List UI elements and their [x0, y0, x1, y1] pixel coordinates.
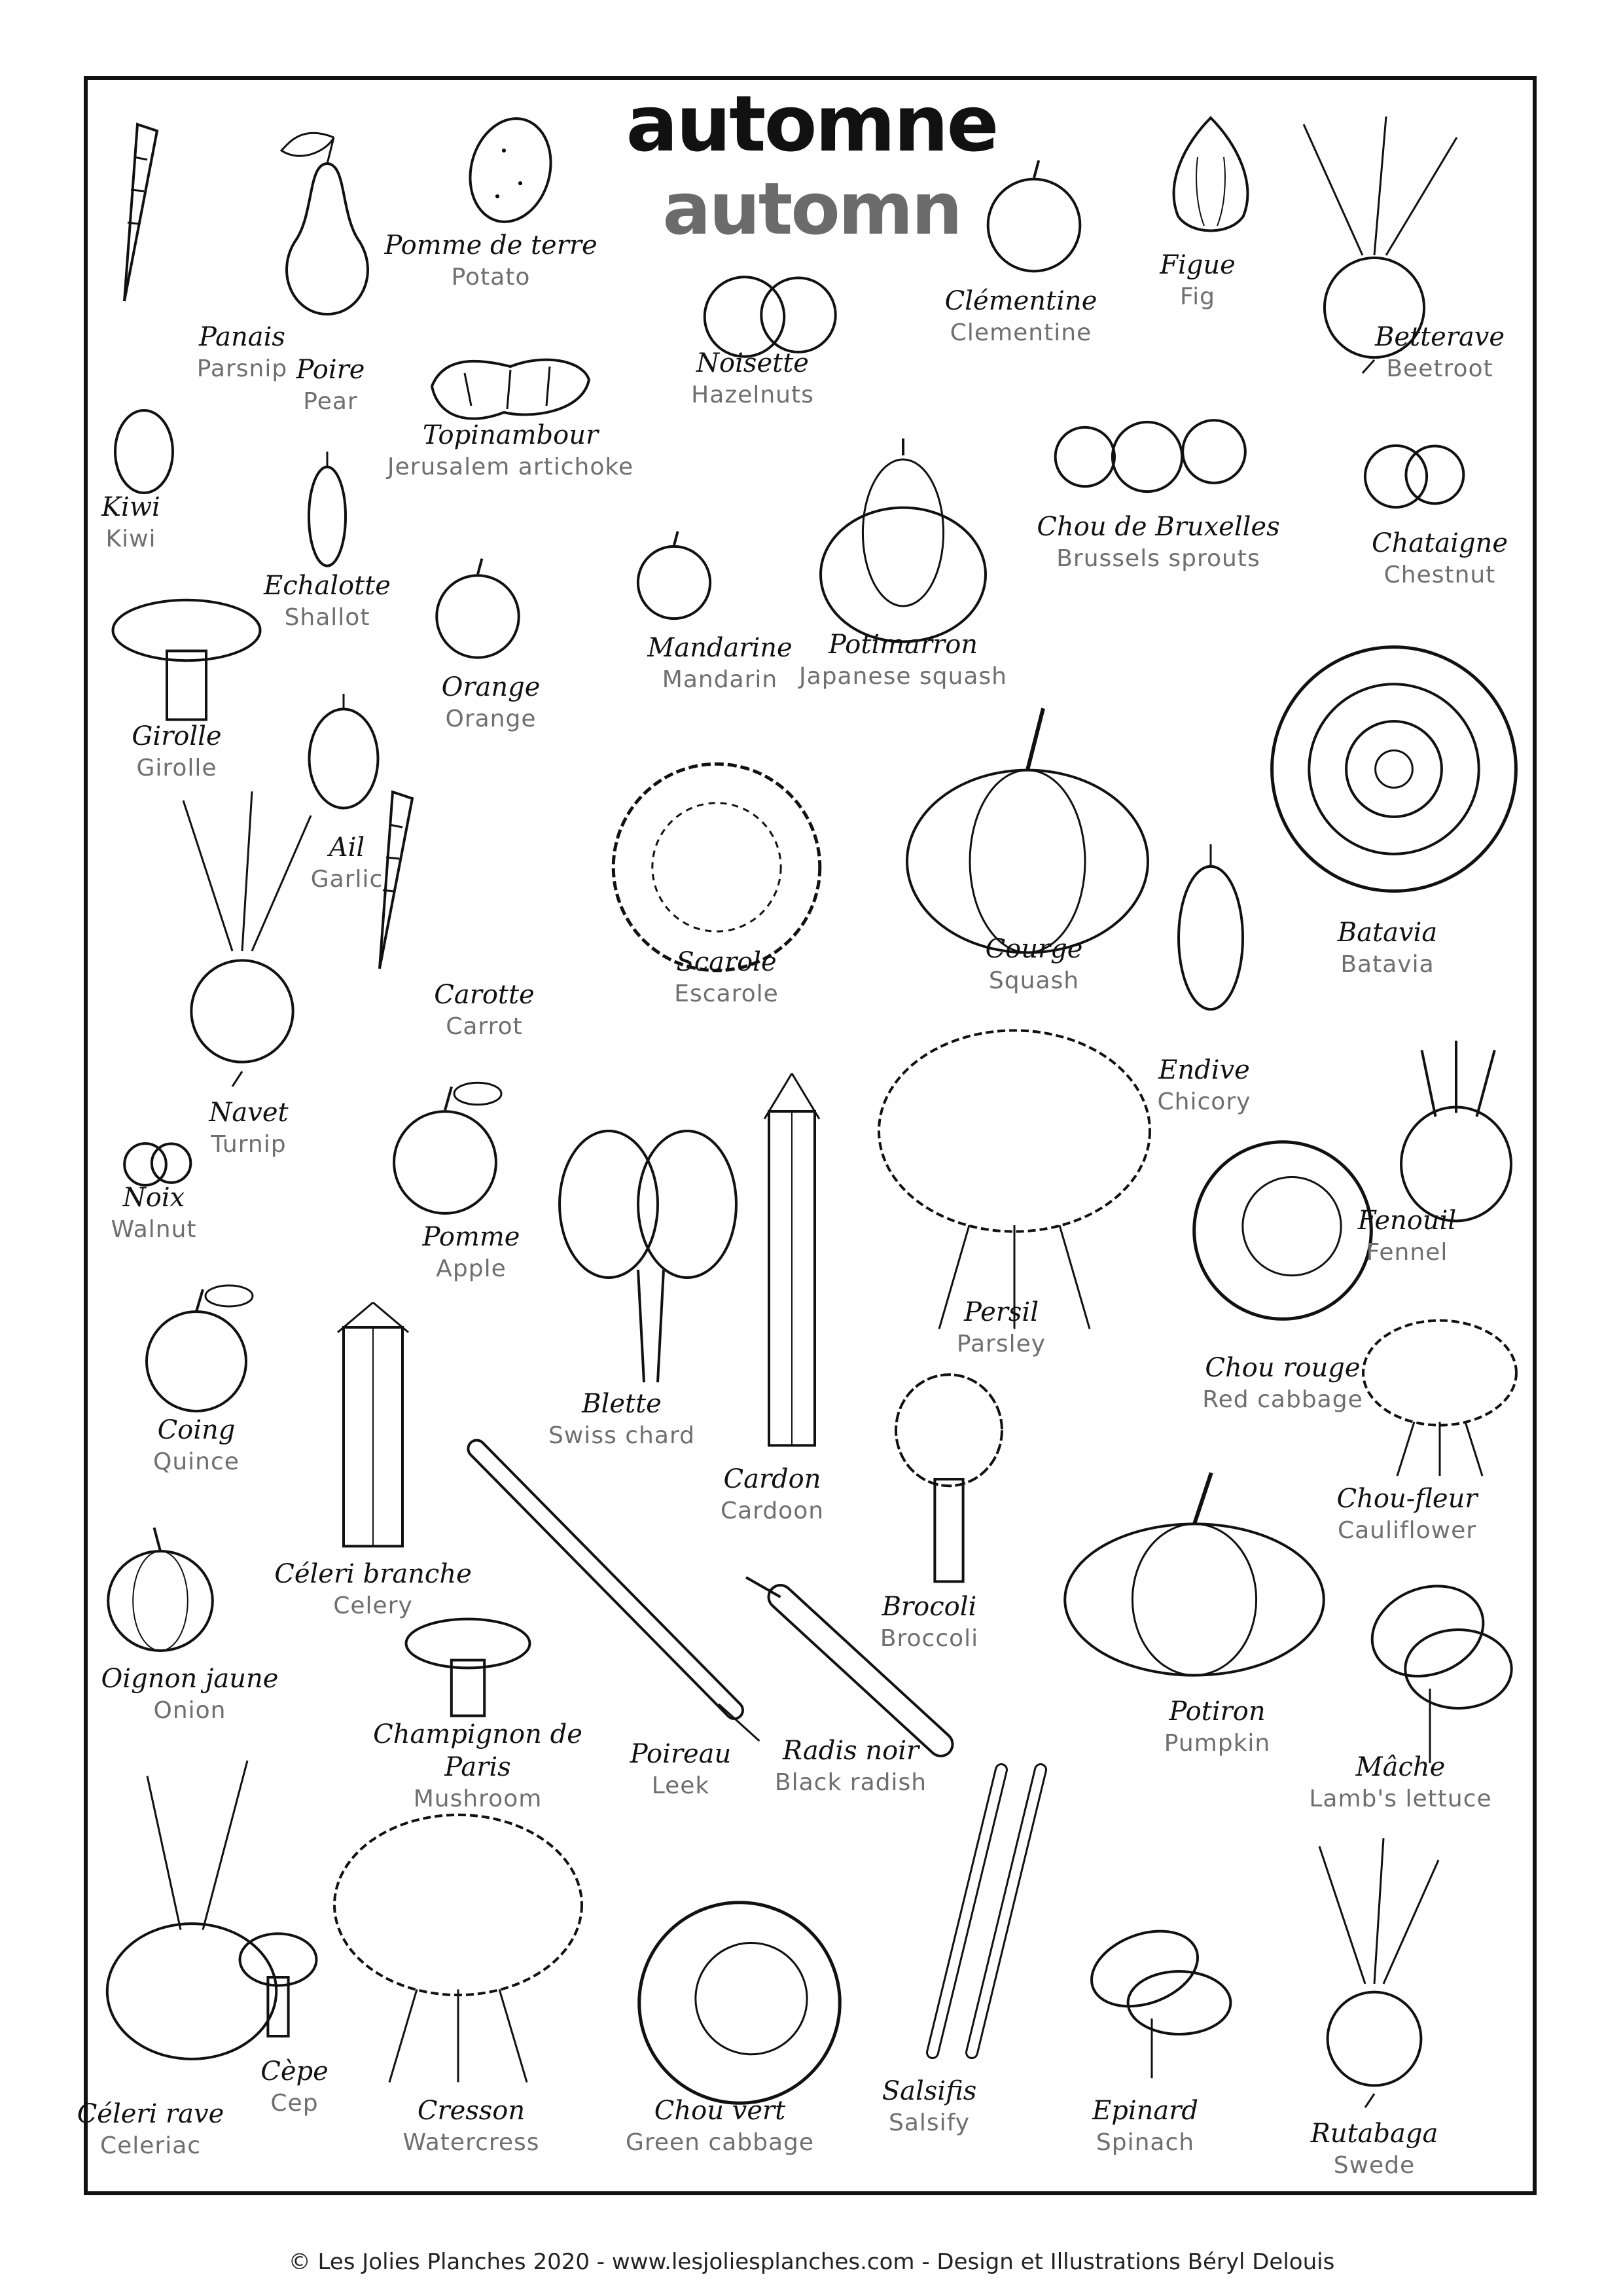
label-ail — [209, 831, 484, 895]
french-name: Brocoli — [882, 1592, 977, 1622]
swede-icon — [1283, 1833, 1466, 2108]
label-blette — [484, 1388, 759, 1452]
french-name: Cèpe — [260, 2056, 329, 2087]
fig-icon — [1158, 105, 1263, 236]
hazelnut-icon — [687, 262, 851, 353]
french-name: Carotte — [434, 980, 535, 1010]
french-name: Topinambour — [422, 420, 599, 450]
french-name: Potimarron — [828, 630, 978, 660]
english-name: Cauliflower — [1337, 1517, 1477, 1544]
squash-icon — [897, 700, 1158, 969]
onion-icon — [98, 1525, 223, 1656]
english-name: Squash — [988, 967, 1080, 994]
label-fenouil — [1270, 1204, 1544, 1268]
title-french: automne — [626, 79, 997, 169]
label-noix — [16, 1181, 291, 1246]
english-name: Turnip — [211, 1131, 287, 1158]
shallot-icon — [301, 452, 353, 569]
french-name: Rutabaga — [1310, 2119, 1438, 2149]
english-name: Leek — [651, 1772, 710, 1799]
label-scarole — [589, 946, 864, 1010]
french-name: Noix — [122, 1183, 185, 1213]
label-brocoli — [792, 1590, 1067, 1655]
french-name: Epinard — [1092, 2096, 1198, 2126]
quince-icon — [131, 1283, 262, 1414]
english-name: Mushroom — [413, 1785, 543, 1812]
label-topinambour — [373, 419, 648, 483]
english-name: Celeriac — [99, 2132, 202, 2159]
french-name: Clémentine — [944, 286, 1097, 316]
french-name: Batavia — [1337, 918, 1438, 948]
french-name: Oignon jaune — [101, 1664, 279, 1694]
french-name: Poire — [296, 355, 365, 385]
spinach-icon — [1060, 1924, 1243, 2081]
french-name: Courge — [985, 934, 1083, 964]
label-carotte — [347, 978, 622, 1043]
english-name: Clementine — [950, 319, 1092, 346]
escarole-icon — [596, 759, 838, 975]
french-name: Coing — [157, 1415, 236, 1445]
english-name: Spinach — [1096, 2129, 1195, 2156]
english-name: Brussels sprouts — [1056, 545, 1260, 572]
french-name: Persil — [963, 1297, 1039, 1327]
english-name: Apple — [436, 1255, 507, 1282]
english-name: Hazelnuts — [691, 382, 814, 408]
english-name: Orange — [445, 706, 537, 732]
turnip-icon — [144, 785, 340, 1086]
chestnut-icon — [1355, 425, 1472, 511]
japanese-squash-icon — [812, 439, 995, 648]
label-kiwi — [0, 491, 268, 555]
french-name: Navet — [209, 1098, 289, 1128]
mandarin-icon — [628, 524, 720, 622]
english-name: Black radish — [774, 1769, 927, 1796]
french-name: Figue — [1160, 250, 1236, 280]
english-name: Cep — [270, 2090, 319, 2117]
french-name: Noisette — [696, 348, 809, 378]
french-name: Chou de Bruxelles — [1037, 512, 1280, 542]
french-name: Potiron — [1169, 1696, 1266, 1727]
english-name: Shallot — [284, 604, 370, 631]
english-name: Jerusalem artichoke — [387, 454, 634, 480]
french-name: Betterave — [1374, 322, 1505, 352]
french-name: Endive — [1158, 1055, 1250, 1085]
english-name: Swede — [1333, 2152, 1416, 2179]
batavia-icon — [1257, 641, 1531, 897]
english-name: Parsley — [956, 1331, 1046, 1357]
french-name: Chou rouge — [1205, 1353, 1361, 1383]
french-name: Fenouil — [1357, 1206, 1457, 1236]
french-name: Scarole — [676, 947, 777, 977]
label-noisette — [615, 347, 890, 411]
french-name: Kiwi — [101, 492, 160, 522]
french-name: Céleri branche — [274, 1559, 472, 1589]
english-name: Salsify — [888, 2109, 971, 2136]
french-name: Chou vert — [654, 2096, 786, 2126]
chicory-icon — [1165, 844, 1257, 1014]
french-name: Radis noir — [782, 1736, 919, 1766]
french-name: Girolle — [132, 721, 222, 751]
apple-icon — [380, 1080, 510, 1217]
english-name: Quince — [153, 1448, 240, 1475]
brussels-sprouts-icon — [1047, 399, 1270, 504]
english-name: Broccoli — [880, 1625, 979, 1652]
english-name: Garlic — [310, 866, 383, 893]
label-celeri-branche — [236, 1558, 510, 1622]
label-mache — [1263, 1751, 1538, 1815]
label-oignon — [52, 1662, 327, 1727]
french-name: Champignon de Paris — [373, 1719, 582, 1782]
cep-icon — [236, 1924, 321, 2042]
english-name: Green cabbage — [625, 2129, 815, 2156]
label-cresson — [334, 2094, 609, 2159]
label-pomme — [334, 1221, 609, 1285]
english-name: Celery — [333, 1592, 413, 1619]
english-name: Fennel — [1366, 1239, 1448, 1266]
french-name: Salsifis — [882, 2076, 977, 2106]
label-navet — [111, 1096, 386, 1160]
french-name: Pomme — [422, 1222, 520, 1252]
footer-credit: © Les Jolies Planches 2020 - www.lesjoliesplanches.com - Design et Illustrations Béryl Delouis — [288, 2249, 1335, 2275]
kiwi-icon — [108, 406, 180, 497]
fennel-icon — [1387, 1041, 1525, 1230]
label-poire — [193, 353, 468, 418]
label-echalotte — [190, 569, 465, 634]
english-name: Escarole — [674, 980, 779, 1007]
english-name: Fig — [1180, 283, 1215, 310]
english-name: Onion — [153, 1697, 226, 1724]
french-name: Céleri rave — [77, 2099, 224, 2129]
french-name: Blette — [582, 1389, 662, 1419]
french-name: Chataigne — [1372, 528, 1508, 558]
french-name: Panais — [199, 322, 285, 352]
french-name: Cardon — [723, 1464, 821, 1494]
salsify-icon — [883, 1754, 1080, 2068]
english-name: Mandarin — [662, 666, 778, 693]
label-courge — [897, 933, 1171, 997]
potato-icon — [458, 111, 563, 229]
english-name: Chestnut — [1383, 562, 1496, 588]
label-endive — [1067, 1054, 1342, 1118]
french-name: Mandarine — [647, 633, 793, 663]
label-batavia — [1250, 916, 1525, 980]
label-rutabaga — [1237, 2117, 1512, 2181]
lambs-lettuce-icon — [1335, 1571, 1525, 1767]
english-name: Watercress — [402, 2129, 540, 2156]
watercress-icon — [321, 1806, 596, 2088]
label-coing — [59, 1414, 334, 1478]
french-name: Pomme de terre — [384, 230, 597, 260]
label-betterave — [1302, 321, 1577, 385]
label-pomme-de-terre — [353, 229, 628, 293]
english-name: Pumpkin — [1164, 1730, 1271, 1757]
label-potiron — [1080, 1695, 1355, 1759]
label-chou-bruxelles — [1021, 511, 1296, 575]
english-name: Parsnip — [196, 355, 288, 382]
parsnip-icon — [98, 118, 262, 353]
cardoon-icon — [746, 1073, 838, 1453]
english-name: Girolle — [136, 755, 217, 781]
label-radis-noir — [713, 1734, 988, 1799]
french-name: Cresson — [417, 2096, 526, 2126]
english-name: Carrot — [446, 1013, 523, 1040]
label-chou-rouge — [1145, 1352, 1420, 1416]
french-name: Orange — [441, 672, 541, 702]
english-name: Beetroot — [1386, 355, 1493, 382]
english-name: Swiss chard — [548, 1422, 695, 1449]
english-name: Lamb's lettuce — [1309, 1785, 1492, 1812]
french-name: Echalotte — [264, 571, 391, 601]
label-persil — [864, 1296, 1139, 1360]
english-name: Chicory — [1157, 1088, 1251, 1115]
english-name: Potato — [451, 264, 531, 291]
french-name: Ail — [329, 833, 365, 863]
label-cardon — [635, 1463, 910, 1527]
english-name: Japanese squash — [799, 663, 1007, 690]
french-name: Chou-fleur — [1336, 1484, 1478, 1514]
label-figue — [1060, 249, 1335, 313]
french-name: Poireau — [630, 1739, 732, 1769]
label-chou-fleur — [1270, 1482, 1544, 1547]
title-english: automn — [662, 167, 961, 251]
french-name: Mâche — [1355, 1752, 1446, 1782]
english-name: Cardoon — [720, 1498, 825, 1524]
english-name: Walnut — [111, 1216, 197, 1243]
english-name: Pear — [303, 388, 358, 415]
label-potimarron — [766, 628, 1041, 692]
english-name: Red cabbage — [1202, 1386, 1363, 1413]
label-chataigne — [1302, 527, 1577, 591]
english-name: Kiwi — [105, 526, 156, 552]
label-girolle — [39, 720, 314, 784]
english-name: Batavia — [1340, 951, 1435, 978]
